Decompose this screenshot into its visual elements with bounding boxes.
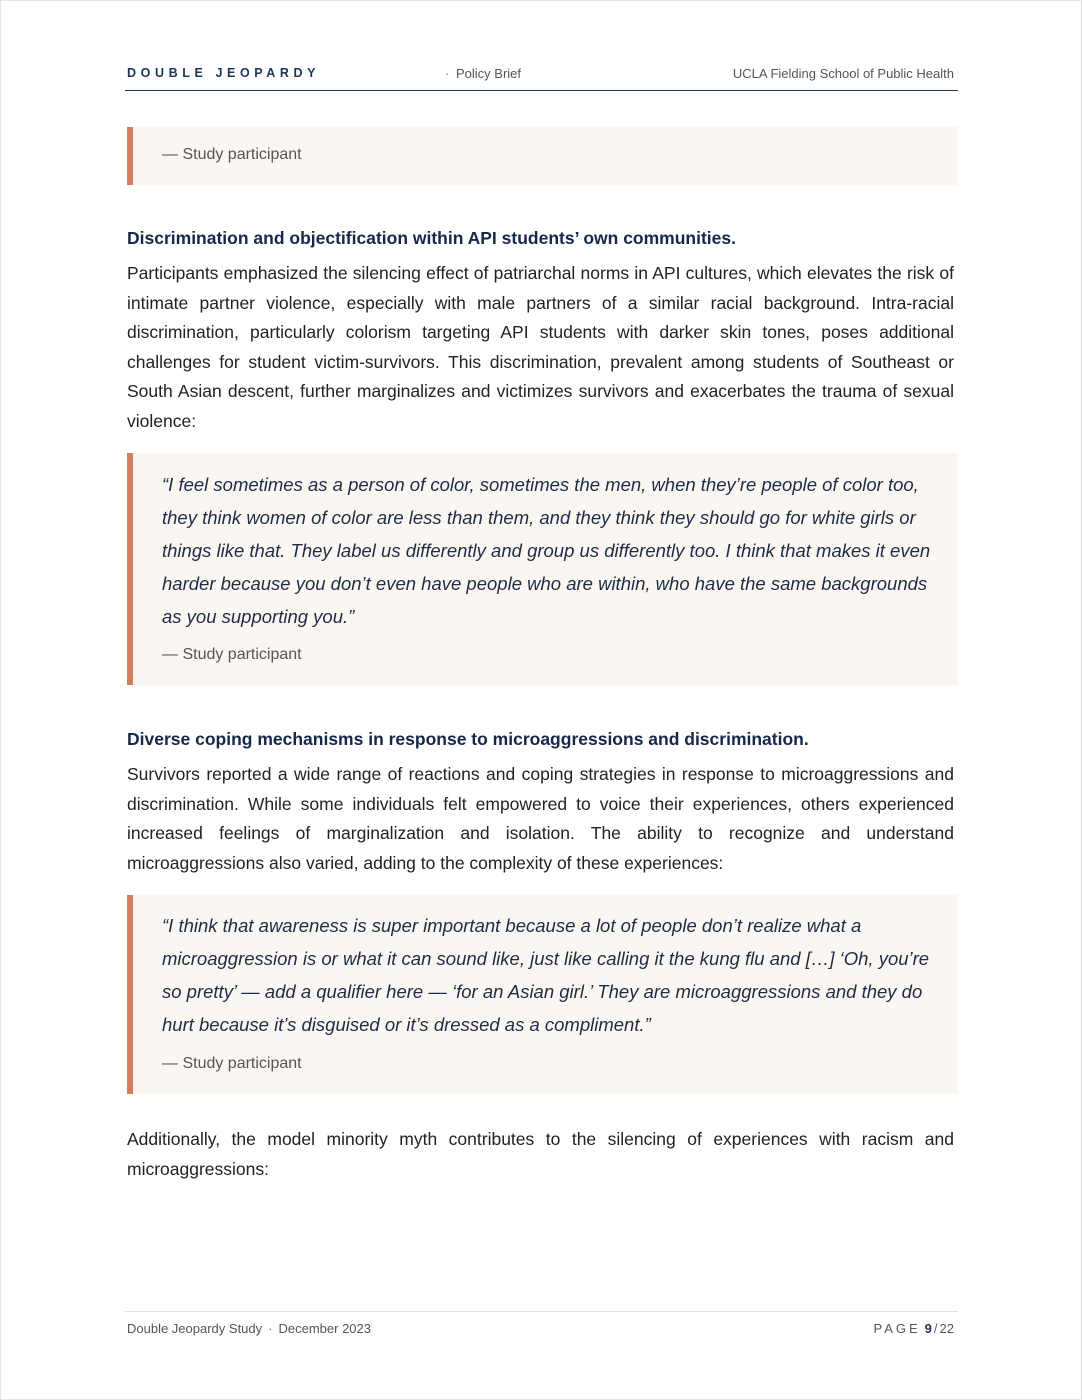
header-separator: · [445, 66, 450, 81]
quote-text: “I feel sometimes as a person of color, sometimes the men, when they’re people of color too, they think women of color are less than them, and they think they should go for white girls or things like that. They label us differently and group us differently too. I think that makes it even harder because you don’t even have people who are within, who have the same backgrounds as you supporting you.” [162, 474, 931, 627]
page-label: PAGE [873, 1321, 921, 1336]
section-heading-discrimination: Discrimination and objectification within API students’ own communities. [127, 228, 736, 248]
footer-date: December 2023 [278, 1321, 371, 1336]
quote-text: “I think that awareness is super important because a lot of people don’t realize what a microaggression is or what it can sound like, just like calling it the kung flu and […] ‘Oh, you’re so pretty’ — add a qualifier here — ‘for an Asian girl.’ They are microaggressions and they do hurt because it’s disguised or it’s dressed as a compliment.” [162, 915, 930, 1035]
page-number: 9 [924, 1321, 932, 1336]
quote-attribution: — Study participant [162, 1055, 302, 1072]
footer-separator: · [268, 1321, 273, 1336]
page-total: 22 [939, 1321, 954, 1336]
footer-citation [127, 1321, 371, 1336]
section-body-coping: Survivors reported a wide range of reactions and coping strategies in response to microaggressions and discrimination. While some individuals felt empowered to voice their experiences, others experienced increased feelings of marginalization and isolation. The ability to recognize and understand microaggressions also varied, adding to the complexity of these experiences: [127, 764, 954, 873]
header-subtitle: Policy Brief [456, 66, 522, 81]
pull-quote-1 [127, 127, 958, 185]
header-institution: UCLA Fielding School of Public Health [732, 66, 954, 81]
pull-quote-3 [127, 895, 958, 1094]
page-header [125, 62, 958, 91]
quote-attribution: — Study participant [162, 646, 302, 663]
brand-title: DOUBLE JEOPARDY [127, 66, 321, 80]
section-heading-coping: Diverse coping mechanisms in response to microaggressions and discrimination. [127, 729, 809, 749]
footer-study: Double Jeopardy Study [127, 1321, 263, 1336]
closing-paragraph: Additionally, the model minority myth contributes to the silencing of experiences with racism and microaggressions: [127, 1129, 954, 1179]
pull-quote-2 [127, 453, 958, 685]
quote-attribution: — Study participant [162, 146, 302, 163]
page-separator: / [933, 1321, 938, 1336]
page-indicator [874, 1321, 955, 1336]
section-body-discrimination: Participants emphasized the silencing effect of patriarchal norms in API cultures, which elevates the risk of intimate partner violence, especially with male partners of a similar racial background. Intra-racial discrimination, particularly colorism targeting API students with darker skin tones, poses additional challenges for student victim-survivors. This discrimination, prevalent among students of Southeast or South Asian descent, further marginalizes and victimizes survivors and exacerbates the trauma of sexual violence: [127, 263, 954, 431]
page-footer [125, 1311, 958, 1342]
